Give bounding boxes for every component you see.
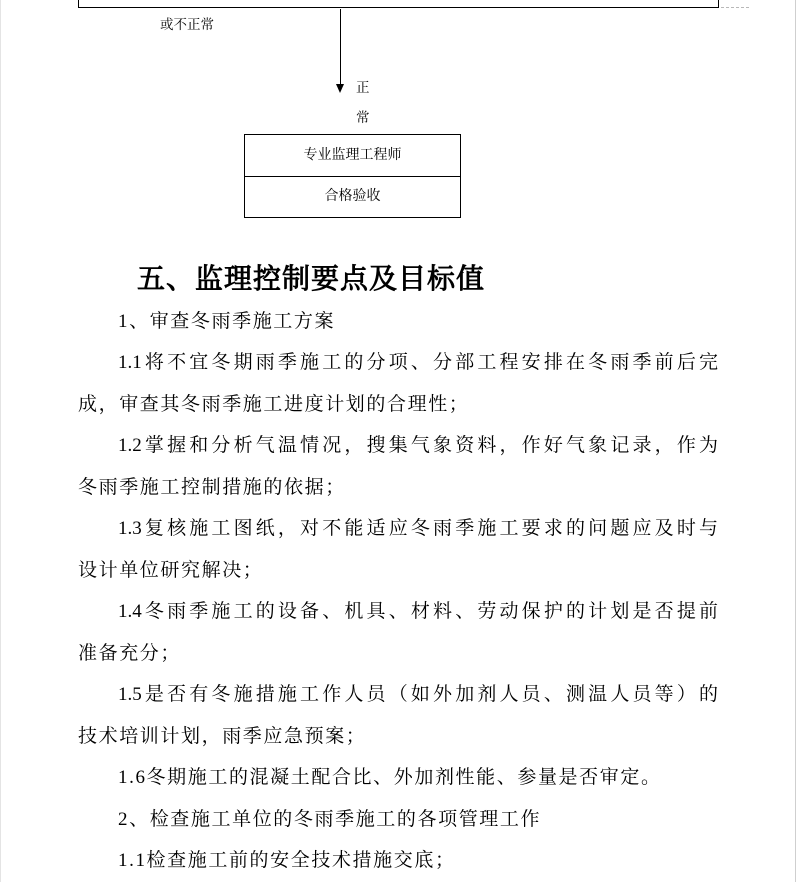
paragraph xyxy=(78,799,718,841)
paragraph xyxy=(78,425,718,508)
paragraph-line: 1.1检查施工前的安全技术措施交底； xyxy=(118,850,456,871)
flow-arrow-line xyxy=(340,9,341,85)
page-margin-mark xyxy=(721,7,749,8)
paragraph-line: 1.3复核施工图纸，对不能适应冬雨季施工要求的问题应及时与 xyxy=(118,518,718,539)
flow-arrow-label: 正 xyxy=(356,80,370,95)
paragraph xyxy=(78,591,718,674)
section-body xyxy=(78,301,718,882)
paragraph xyxy=(78,757,718,799)
paragraph-line: 冬雨季施工控制措施的依据； xyxy=(78,476,346,498)
paragraph-line: 2、检查施工单位的冬雨季施工的各项管理工作 xyxy=(118,808,542,830)
approval-box-role: 专业监理工程师 xyxy=(303,148,402,163)
paragraph-line: 准备充分； xyxy=(78,642,182,664)
approval-box xyxy=(244,134,461,218)
arrow-down-icon xyxy=(336,84,344,93)
paragraph xyxy=(78,301,718,343)
paragraph-line: 1.4冬雨季施工的设备、机具、材料、劳动保护的计划是否提前 xyxy=(118,601,718,622)
section-heading: 五、监理控制要点及目标值 xyxy=(137,264,486,295)
paragraph xyxy=(78,342,718,425)
paragraph xyxy=(78,508,718,591)
previous-flow-box xyxy=(78,0,719,8)
paragraph-line: 1.6冬期施工的混凝土配合比、外加剂性能、参量是否审定。 xyxy=(118,767,662,788)
approval-box-result: 合格验收 xyxy=(245,176,460,217)
paragraph-line: 设计单位研究解决； xyxy=(78,559,264,581)
paragraph-line: 1.5是否有冬施措施工作人员（如外加剂人员、测温人员等）的 xyxy=(118,684,718,705)
paragraph xyxy=(78,840,718,882)
paragraph-line: 1、审查冬雨季施工方案 xyxy=(118,310,336,332)
flow-arrow-label: 常 xyxy=(356,110,370,125)
flow-branch-note: 或不正常 xyxy=(160,17,214,32)
paragraph-line: 成，审查其冬雨季施工进度计划的合理性； xyxy=(78,393,470,415)
paragraph-line: 1.2掌握和分析气温情况，搜集气象资料，作好气象记录，作为 xyxy=(118,435,718,456)
paragraph-line: 1.1将不宜冬期雨季施工的分项、分部工程安排在冬雨季前后完 xyxy=(118,352,718,373)
paragraph-line: 技术培训计划，雨季应急预案； xyxy=(78,725,367,747)
paragraph xyxy=(78,674,718,757)
